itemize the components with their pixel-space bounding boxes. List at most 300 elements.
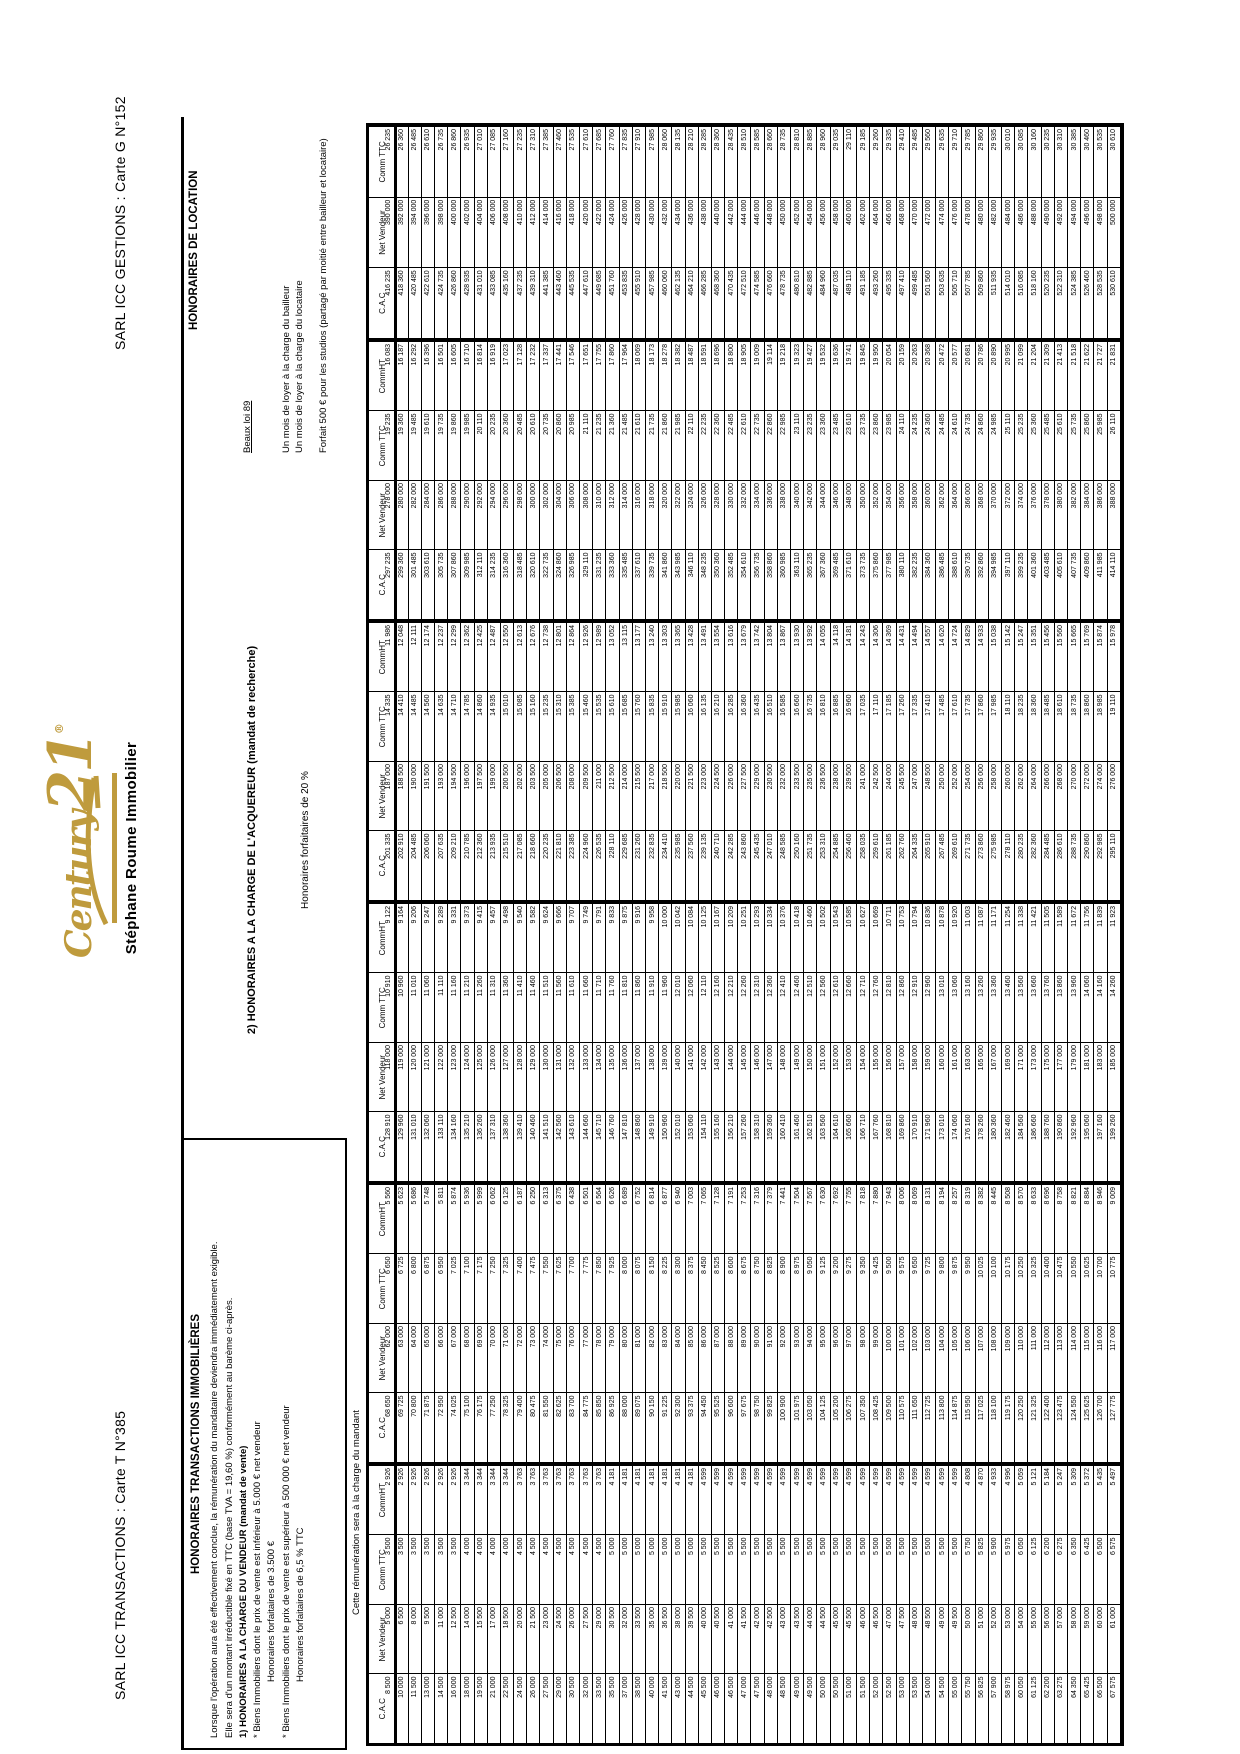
table-cell: 282 000 <box>409 480 422 550</box>
table-cell: 14 829 <box>962 622 975 692</box>
table-cell: 44 500 <box>817 1604 830 1674</box>
table-cell: 17 260 <box>897 692 910 762</box>
table-cell: 20 860 <box>554 411 567 481</box>
table-cell: 380 110 <box>897 550 910 620</box>
table-cell: 140 460 <box>527 1112 540 1182</box>
table-cell: 9 331 <box>448 903 461 973</box>
table-cell: 476 660 <box>765 267 778 338</box>
vendeur-bullet-low: * Biens Immobiliers dont le prix de vente est inférieur à 5.000 € net vendeur <box>252 1421 263 1738</box>
table-cell: 5 975 <box>1002 1535 1015 1605</box>
table-cell: 26 110 <box>1108 411 1121 481</box>
table-cell: 4 599 <box>725 1465 738 1535</box>
table-cell: 24 500 <box>514 1674 527 1744</box>
table-cell: 437 235 <box>514 267 527 338</box>
century21-logo <box>36 723 140 958</box>
table-cell: 160 410 <box>778 1112 791 1182</box>
table-cell: 247 010 <box>765 831 778 901</box>
table-cell: 394 985 <box>989 550 1002 620</box>
table-cell: 12 989 <box>593 622 606 692</box>
table-cell: 384 360 <box>923 550 936 620</box>
table-cell: 28 735 <box>778 126 791 197</box>
table-cell: 7 850 <box>593 1254 606 1324</box>
table-cell: 19 110 <box>1108 692 1121 762</box>
table-cell: 495 335 <box>883 267 896 338</box>
table-cell: 418 360 <box>395 267 408 338</box>
table-cell: 231 260 <box>633 831 646 901</box>
table-cell: 428 000 <box>633 197 646 268</box>
table-cell: 149 910 <box>646 1112 659 1182</box>
table-cell: 14 485 <box>409 692 422 762</box>
table-cell: 63 275 <box>1055 1674 1068 1744</box>
table-cell: 98 000 <box>857 1323 870 1393</box>
table-cell: 104 125 <box>817 1393 830 1463</box>
table-cell: 8 975 <box>791 1254 804 1324</box>
table-cell: 499 485 <box>910 267 923 338</box>
table-cell: 6 800 <box>409 1254 422 1324</box>
table-cell: 4 599 <box>883 1465 896 1535</box>
transactions-card-header: SARL ICC TRANSACTIONS : Carte T N°385 <box>112 1410 128 1700</box>
table-cell: 224 960 <box>580 831 593 901</box>
table-cell: 223 000 <box>699 761 712 831</box>
table-cell: 27 385 <box>540 126 553 197</box>
table-cell: 333 360 <box>606 550 619 620</box>
table-cell: 17 035 <box>857 692 870 762</box>
table-cell: 49 000 <box>791 1674 804 1744</box>
table-cell: 13 365 <box>672 622 685 692</box>
table-cell: 86 925 <box>606 1393 619 1463</box>
table-cell: 116 000 <box>1094 1323 1107 1393</box>
table-cell: 350 000 <box>857 480 870 550</box>
table-cell: 472 510 <box>738 267 751 338</box>
table-cell: 251 735 <box>804 831 817 901</box>
transactions-notes-box <box>181 1138 347 1750</box>
table-cell: 29 035 <box>831 126 844 197</box>
table-cell: 5 000 <box>646 1535 659 1605</box>
transactions-box-title: HONORAIRES TRANSACTIONS IMMOBILIÈRES <box>190 1313 202 1575</box>
table-cell: 16 187 <box>395 341 408 411</box>
table-cell: 175 000 <box>1042 1042 1055 1112</box>
table-cell: 12 760 <box>870 973 883 1043</box>
table-cell: 64 000 <box>409 1323 422 1393</box>
table-cell: 18 360 <box>1028 692 1041 762</box>
table-cell: 470 435 <box>725 267 738 338</box>
table-cell: 464 000 <box>870 197 883 268</box>
table-cell: 7 128 <box>712 1184 725 1254</box>
table-cell: 6 187 <box>514 1184 527 1254</box>
table-cell: 4 599 <box>831 1465 844 1535</box>
table-cell: 45 500 <box>844 1604 857 1674</box>
table-cell: 14 494 <box>910 622 923 692</box>
table-cell: 60 050 <box>1015 1674 1028 1744</box>
table-cell: 16 919 <box>488 341 501 411</box>
table-cell: 149 000 <box>791 1042 804 1112</box>
table-cell: 388 610 <box>949 550 962 620</box>
table-cell: 16 605 <box>448 341 461 411</box>
table-cell: 118 000 <box>382 1042 395 1112</box>
table-cell: 340 000 <box>791 480 804 550</box>
table-cell: 324 860 <box>554 550 567 620</box>
table-cell: 106 275 <box>844 1393 857 1463</box>
table-cell: 480 810 <box>791 267 804 338</box>
table-cell: 5 500 <box>870 1535 883 1605</box>
table-cell: 7 550 <box>540 1254 553 1324</box>
table-cell: 8 500 <box>382 1674 395 1744</box>
logo-underline-bar <box>112 773 117 923</box>
table-cell: 306 000 <box>567 480 580 550</box>
table-cell: 13 010 <box>936 973 949 1043</box>
table-cell: 17 410 <box>923 692 936 762</box>
table-cell: 27 160 <box>501 126 514 197</box>
column-header: Comm TTC <box>369 126 397 197</box>
table-cell: 15 500 <box>475 1604 488 1674</box>
table-cell: 8 525 <box>712 1254 725 1324</box>
table-cell: 331 235 <box>593 550 606 620</box>
table-cell: 12 299 <box>448 622 461 692</box>
table-cell: 16 000 <box>448 1674 461 1744</box>
table-cell: 20 985 <box>567 411 580 481</box>
table-cell: 15 610 <box>606 692 619 762</box>
table-cell: 10 251 <box>738 903 751 973</box>
table-cell: 526 460 <box>1081 267 1094 338</box>
table-cell: 24 610 <box>949 411 962 481</box>
table-cell: 8 375 <box>686 1254 699 1324</box>
table-cell: 476 000 <box>949 197 962 268</box>
table-cell: 90 150 <box>646 1393 659 1463</box>
table-cell: 390 000 <box>382 197 395 268</box>
table-cell: 7 003 <box>686 1184 699 1254</box>
table-cell: 19 009 <box>751 341 764 411</box>
table-cell: 108 000 <box>989 1323 1002 1393</box>
table-cell: 5 497 <box>1108 1465 1121 1535</box>
table-cell: 22 110 <box>686 411 699 481</box>
table-cell: 5 000 <box>606 1535 619 1605</box>
table-cell: 309 985 <box>461 550 474 620</box>
table-cell: 150 000 <box>804 1042 817 1112</box>
table-cell: 4 181 <box>659 1465 672 1535</box>
table-cell: 4 599 <box>699 1465 712 1535</box>
table-cell: 15 910 <box>659 692 672 762</box>
table-cell: 12 487 <box>488 622 501 692</box>
table-cell: 18 173 <box>646 341 659 411</box>
table-cell: 8 633 <box>1028 1184 1041 1254</box>
table-cell: 420 000 <box>580 197 593 268</box>
table-cell: 21 500 <box>527 1604 540 1674</box>
table-cell: 14 933 <box>976 622 989 692</box>
table-cell: 148 000 <box>778 1042 791 1112</box>
table-cell: 202 910 <box>395 831 408 901</box>
column-header: Net Vendeur <box>369 1042 397 1112</box>
table-cell: 100 900 <box>778 1393 791 1463</box>
table-cell: 260 000 <box>1002 761 1015 831</box>
table-cell: 25 610 <box>1055 411 1068 481</box>
table-cell: 164 610 <box>831 1112 844 1182</box>
table-cell: 12 310 <box>751 973 764 1043</box>
table-cell: 431 010 <box>475 267 488 338</box>
table-cell: 229 685 <box>620 831 633 901</box>
table-cell: 13 930 <box>791 622 804 692</box>
table-cell: 13 303 <box>659 622 672 692</box>
table-cell: 367 360 <box>817 550 830 620</box>
table-cell: 4 500 <box>540 1535 553 1605</box>
table-cell: 110 575 <box>897 1393 910 1463</box>
table-cell: 5 247 <box>1055 1465 1068 1535</box>
table-cell: 352 485 <box>725 550 738 620</box>
table-cell: 12 926 <box>580 622 593 692</box>
table-cell: 18 278 <box>659 341 672 411</box>
table-cell: 29 410 <box>897 126 910 197</box>
table-cell: 50 500 <box>831 1674 844 1744</box>
table-cell: 21 204 <box>1028 341 1041 411</box>
table-cell: 15 385 <box>567 692 580 762</box>
table-cell: 91 000 <box>765 1323 778 1393</box>
table-cell: 6 752 <box>633 1184 646 1254</box>
table-cell: 156 000 <box>883 1042 896 1112</box>
table-cell: 6 125 <box>501 1184 514 1254</box>
table-cell: 11 505 <box>1042 903 1055 973</box>
table-cell: 464 210 <box>686 267 699 338</box>
table-cell: 11 003 <box>962 903 975 973</box>
table-cell: 56 000 <box>1042 1604 1055 1674</box>
table-cell: 46 000 <box>712 1674 725 1744</box>
table-cell: 77 250 <box>488 1393 501 1463</box>
table-cell: 6 564 <box>593 1184 606 1254</box>
table-cell: 7 325 <box>501 1254 514 1324</box>
table-cell: 5 500 <box>883 1535 896 1605</box>
table-cell: 78 000 <box>593 1323 606 1393</box>
table-cell: 316 000 <box>633 480 646 550</box>
table-cell: 68 650 <box>382 1393 395 1463</box>
table-cell: 69 000 <box>475 1323 488 1393</box>
table-cell: 354 000 <box>883 480 896 550</box>
table-cell: 278 110 <box>1002 831 1015 901</box>
table-cell: 184 560 <box>1015 1112 1028 1182</box>
table-cell: 229 000 <box>751 761 764 831</box>
table-cell: 424 000 <box>606 197 619 268</box>
table-cell: 29 560 <box>923 126 936 197</box>
table-cell: 30 610 <box>1108 126 1121 197</box>
table-cell: 61 125 <box>1028 1674 1041 1744</box>
table-cell: 70 000 <box>488 1323 501 1393</box>
table-cell: 12 676 <box>527 622 540 692</box>
table-cell: 382 235 <box>910 550 923 620</box>
table-cell: 197 500 <box>475 761 488 831</box>
table-cell: 27 310 <box>527 126 540 197</box>
table-cell: 16 060 <box>686 692 699 762</box>
table-cell: 211 000 <box>593 761 606 831</box>
location-line-locataire: Un mois de loyer à la charge du locataire <box>294 280 305 453</box>
table-cell: 352 000 <box>870 480 883 550</box>
table-cell: 71 000 <box>501 1323 514 1393</box>
table-cell: 217 085 <box>514 831 527 901</box>
table-cell: 9 009 <box>1108 1184 1121 1254</box>
table-cell: 41 500 <box>738 1604 751 1674</box>
table-cell: 288 735 <box>1068 831 1081 901</box>
table-cell: 444 000 <box>738 197 751 268</box>
table-cell: 62 000 <box>382 1323 395 1393</box>
column-header: Net Vendeur <box>369 1323 397 1393</box>
table-cell: 5 435 <box>1094 1465 1107 1535</box>
table-cell: 328 000 <box>712 480 725 550</box>
table-cell: 10 475 <box>1055 1254 1068 1324</box>
table-cell: 51 000 <box>844 1674 857 1744</box>
table-cell: 8 000 <box>620 1254 633 1324</box>
table-cell: 230 500 <box>765 761 778 831</box>
table-cell: 11 310 <box>488 973 501 1043</box>
table-cell: 9 350 <box>857 1254 870 1324</box>
table-cell: 5 500 <box>844 1535 857 1605</box>
table-cell: 494 000 <box>1068 197 1081 268</box>
table-cell: 152 000 <box>831 1042 844 1112</box>
table-cell: 468 000 <box>897 197 910 268</box>
table-cell: 17 735 <box>962 692 975 762</box>
table-cell: 37 000 <box>620 1674 633 1744</box>
table-cell: 10 293 <box>751 903 764 973</box>
table-cell: 9 500 <box>422 1604 435 1674</box>
table-cell: 145 710 <box>593 1112 606 1182</box>
table-cell: 208 000 <box>567 761 580 831</box>
table-cell: 292 000 <box>475 480 488 550</box>
table-cell: 7 943 <box>883 1184 896 1254</box>
table-cell: 478 000 <box>962 197 975 268</box>
table-cell: 43 000 <box>778 1604 791 1674</box>
bareme-group-6 <box>369 126 1121 338</box>
table-cell: 259 610 <box>870 831 883 901</box>
table-cell: 7 692 <box>831 1184 844 1254</box>
table-cell: 14 785 <box>461 692 474 762</box>
table-cell: 49 000 <box>936 1604 949 1674</box>
table-cell: 72 950 <box>435 1393 448 1463</box>
vendeur-bullet-low-sub: Honoraires forfaitaires de 3.500 € <box>266 1541 278 1682</box>
table-cell: 7 775 <box>580 1254 593 1324</box>
table-cell: 242 500 <box>870 761 883 831</box>
table-cell: 144 660 <box>580 1112 593 1182</box>
table-cell: 243 860 <box>738 831 751 901</box>
table-cell: 226 000 <box>725 761 738 831</box>
table-cell: 401 360 <box>1028 550 1041 620</box>
table-cell: 19 114 <box>765 341 778 411</box>
table-cell: 29 000 <box>593 1604 606 1674</box>
table-cell: 17 110 <box>870 692 883 762</box>
table-cell: 160 000 <box>936 1042 949 1112</box>
table-cell: 18 985 <box>1094 692 1107 762</box>
table-cell: 14 306 <box>870 622 883 692</box>
table-cell: 5 750 <box>962 1535 975 1605</box>
table-cell: 8 570 <box>1015 1184 1028 1254</box>
table-cell: 78 325 <box>501 1393 514 1463</box>
table-cell: 314 235 <box>488 550 501 620</box>
table-cell: 9 125 <box>817 1254 830 1324</box>
table-cell: 5 500 <box>712 1535 725 1605</box>
table-cell: 84 775 <box>580 1393 593 1463</box>
table-cell: 350 360 <box>712 550 725 620</box>
table-cell: 15 310 <box>554 692 567 762</box>
table-cell: 280 235 <box>1015 831 1028 901</box>
table-cell: 10 209 <box>725 903 738 973</box>
table-cell: 11 171 <box>989 903 1002 973</box>
table-cell: 19 427 <box>804 341 817 411</box>
table-cell: 99 825 <box>765 1393 778 1463</box>
table-cell: 92 300 <box>672 1393 685 1463</box>
table-cell: 278 000 <box>382 480 395 550</box>
table-cell: 320 000 <box>659 480 672 550</box>
table-cell: 165 660 <box>844 1112 857 1182</box>
table-cell: 23 860 <box>870 411 883 481</box>
table-cell: 491 185 <box>857 267 870 338</box>
table-cell: 261 185 <box>883 831 896 901</box>
table-cell: 445 535 <box>567 267 580 338</box>
table-cell: 312 110 <box>475 550 488 620</box>
table-cell: 153 000 <box>844 1042 857 1112</box>
table-cell: 254 885 <box>831 831 844 901</box>
table-cell: 258 035 <box>857 831 870 901</box>
table-cell: 195 060 <box>1081 1112 1094 1182</box>
transactions-intro-1: Lorsque l'opération aura été effectivement conclue, la rémunération du mandataire deviendra immédiatement exigible. <box>209 1241 221 1738</box>
table-cell: 15 010 <box>501 692 514 762</box>
table-cell: 28 210 <box>686 126 699 197</box>
table-cell: 86 000 <box>699 1323 712 1393</box>
table-cell: 157 000 <box>897 1042 910 1112</box>
table-cell: 9 875 <box>620 903 633 973</box>
table-cell: 15 456 <box>1042 622 1055 692</box>
table-cell: 20 159 <box>897 341 910 411</box>
column-header: Comm TTC <box>369 973 397 1043</box>
table-cell: 204 485 <box>409 831 422 901</box>
table-cell: 12 864 <box>567 622 580 692</box>
table-cell: 24 485 <box>936 411 949 481</box>
table-cell: 348 235 <box>699 550 712 620</box>
table-cell: 122 000 <box>435 1042 448 1112</box>
table-cell: 200 500 <box>501 761 514 831</box>
table-cell: 13 360 <box>989 973 1002 1043</box>
table-cell: 22 500 <box>501 1674 514 1744</box>
table-cell: 4 996 <box>1002 1465 1015 1535</box>
table-cell: 21 860 <box>659 411 672 481</box>
table-cell: 124 550 <box>1068 1393 1081 1463</box>
table-cell: 227 500 <box>738 761 751 831</box>
table-cell: 52 000 <box>989 1604 1002 1674</box>
table-cell: 7 400 <box>514 1254 527 1324</box>
table-cell: 5 936 <box>461 1184 474 1254</box>
table-cell: 21 000 <box>488 1674 501 1744</box>
table-cell: 167 760 <box>870 1112 883 1182</box>
vendeur-bullet-high-sub: Honoraires forfaitaires de 6,5 % TTC <box>294 1527 306 1682</box>
table-cell: 5 500 <box>751 1535 764 1605</box>
table-cell: 3 763 <box>527 1465 540 1535</box>
table-cell: 524 385 <box>1068 267 1081 338</box>
table-cell: 47 000 <box>738 1674 751 1744</box>
table-cell: 276 000 <box>1108 761 1121 831</box>
table-cell: 47 000 <box>883 1604 896 1674</box>
table-cell: 17 128 <box>514 341 527 411</box>
table-cell: 182 460 <box>1002 1112 1015 1182</box>
table-cell: 14 560 <box>422 692 435 762</box>
table-cell: 374 000 <box>1015 480 1028 550</box>
table-cell: 168 810 <box>883 1112 896 1182</box>
table-cell: 9 707 <box>567 903 580 973</box>
table-cell: 142 000 <box>699 1042 712 1112</box>
table-cell: 9 833 <box>606 903 619 973</box>
table-cell: 252 000 <box>949 761 962 831</box>
table-cell: 15 351 <box>1028 622 1041 692</box>
table-cell: 9 275 <box>844 1254 857 1324</box>
table-cell: 4 500 <box>580 1535 593 1605</box>
table-cell: 14 500 <box>435 1674 448 1744</box>
table-cell: 104 000 <box>936 1323 949 1393</box>
table-cell: 11 410 <box>514 973 527 1043</box>
table-cell: 241 000 <box>857 761 870 831</box>
table-cell: 12 710 <box>857 973 870 1043</box>
table-cell: 134 000 <box>593 1042 606 1112</box>
